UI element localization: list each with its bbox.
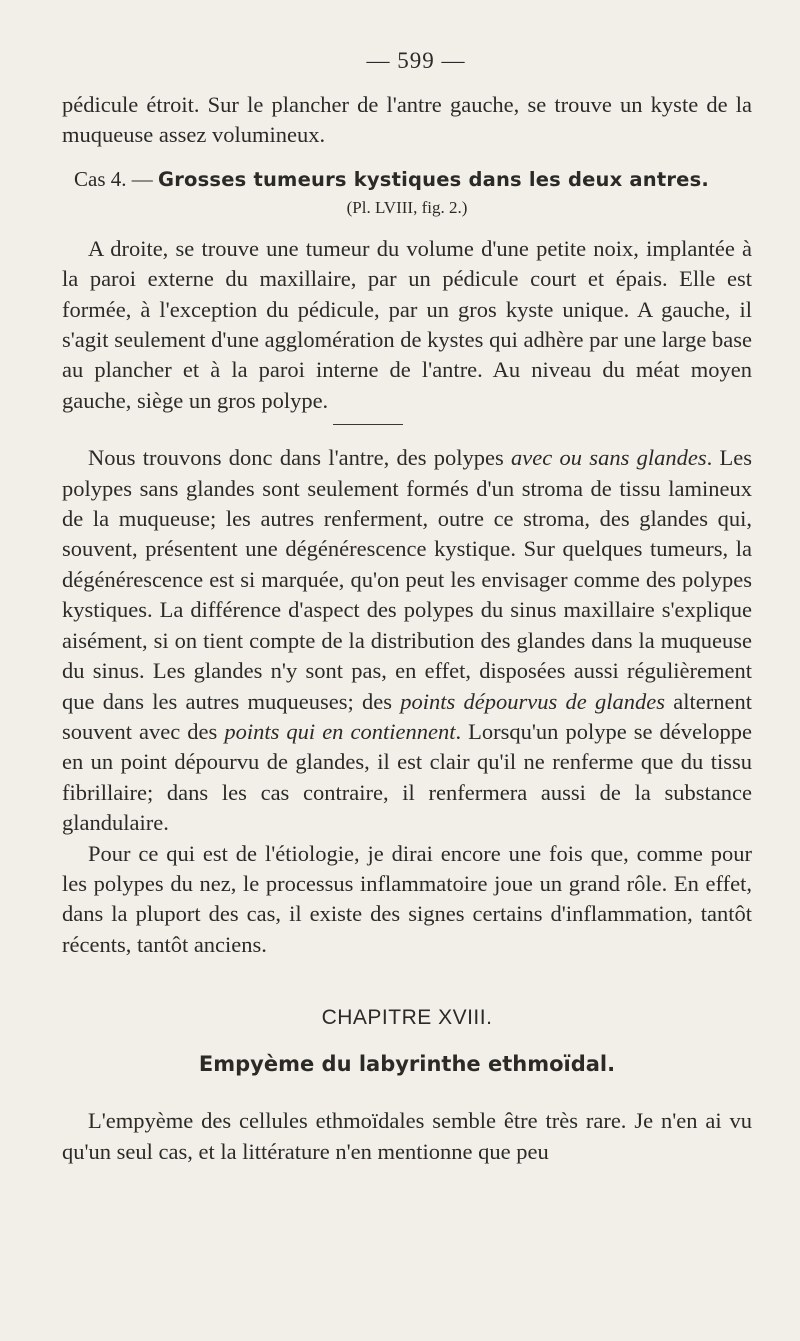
paragraph-polypes (62, 443, 752, 838)
plate-reference: (Pl. LVIII, fig. 2.) (346, 197, 468, 217)
book-page (62, 48, 752, 1167)
case-label: Cas 4. — (74, 166, 158, 191)
text-run: . Lorsqu'un polype se développe en un point dépourvu de glandes, il est clair qu'il ne renferme que du tissu fibrillaire; dans les cas contraire, il renfermera aussi de la substance glandulaire. (62, 718, 752, 836)
page-number: — 599 — (366, 48, 466, 73)
chapter-title: CHAPITRE XVIII. (321, 1006, 493, 1030)
paragraph-continuation: pédicule étroit. Sur le plancher de l'antre gauche, se trouve un kyste de la muqueuse assez volumineux. (62, 92, 752, 148)
section-separator (333, 424, 403, 425)
paragraph-empyeme: L'empyème des cellules ethmoïdales semble être très rare. Je n'en ai vu qu'un seul cas, et la littérature n'en mentionne que peu (62, 1108, 752, 1164)
chapter-subtitle: Empyème du labyrinthe ethmoïdal. (198, 1052, 616, 1077)
paragraph-etiologie: Pour ce qui est de l'étiologie, je dirai encore une fois que, comme pour les polypes du nez, le processus inflammatoire joue un grand rôle. En effet, dans la pluport des cas, il existe des signes certains d'inflammation, tantôt récents, tantôt anciens. (62, 840, 752, 957)
italic-run: avec ou sans glandes (511, 445, 707, 471)
paragraph-case-description: A droite, se trouve une tumeur du volume d'une petite noix, implantée à la paroi externe du maxillaire, par un pédicule court et épais. Elle est formée, à l'exception du pédicule, par un gros kyste unique. A gauche, il s'agit seulement d'une agglomération de kystes qui adhère par une large base au plancher et à la paroi interne de l'antre. Au niveau du méat moyen gauche, siège un gros polype. (62, 235, 752, 413)
text-run: . Les polypes sans glandes sont seulement formés d'un stroma de tissu lamineux de la muqueuse; les autres renferment, outre ce stroma, des glandes qui, souvent, présentent une dégénérescence kystique. Sur quelques tumeurs, la dégénérescence est si marquée, qu'on peut les envisager comme des polypes kystiques. La différence d'aspect des polypes du sinus maxillaire s'explique aisément, si on tient compte de la distribution des glandes dans la muqueuse du sinus. Les glandes n'y sont pas, en effet, disposées aussi régulièrement que dans les autres muqueuses; des (62, 445, 752, 714)
italic-run: points dépourvus de glandes (400, 688, 666, 714)
case-title: Grosses tumeurs kystiques dans les deux antres. (158, 167, 710, 191)
italic-run: points qui en contiennent (224, 718, 456, 744)
text-run: alternent souvent avec des (62, 688, 752, 744)
text-run: Nous trouvons donc dans l'antre, des polypes (88, 445, 512, 471)
case-heading (62, 165, 752, 194)
